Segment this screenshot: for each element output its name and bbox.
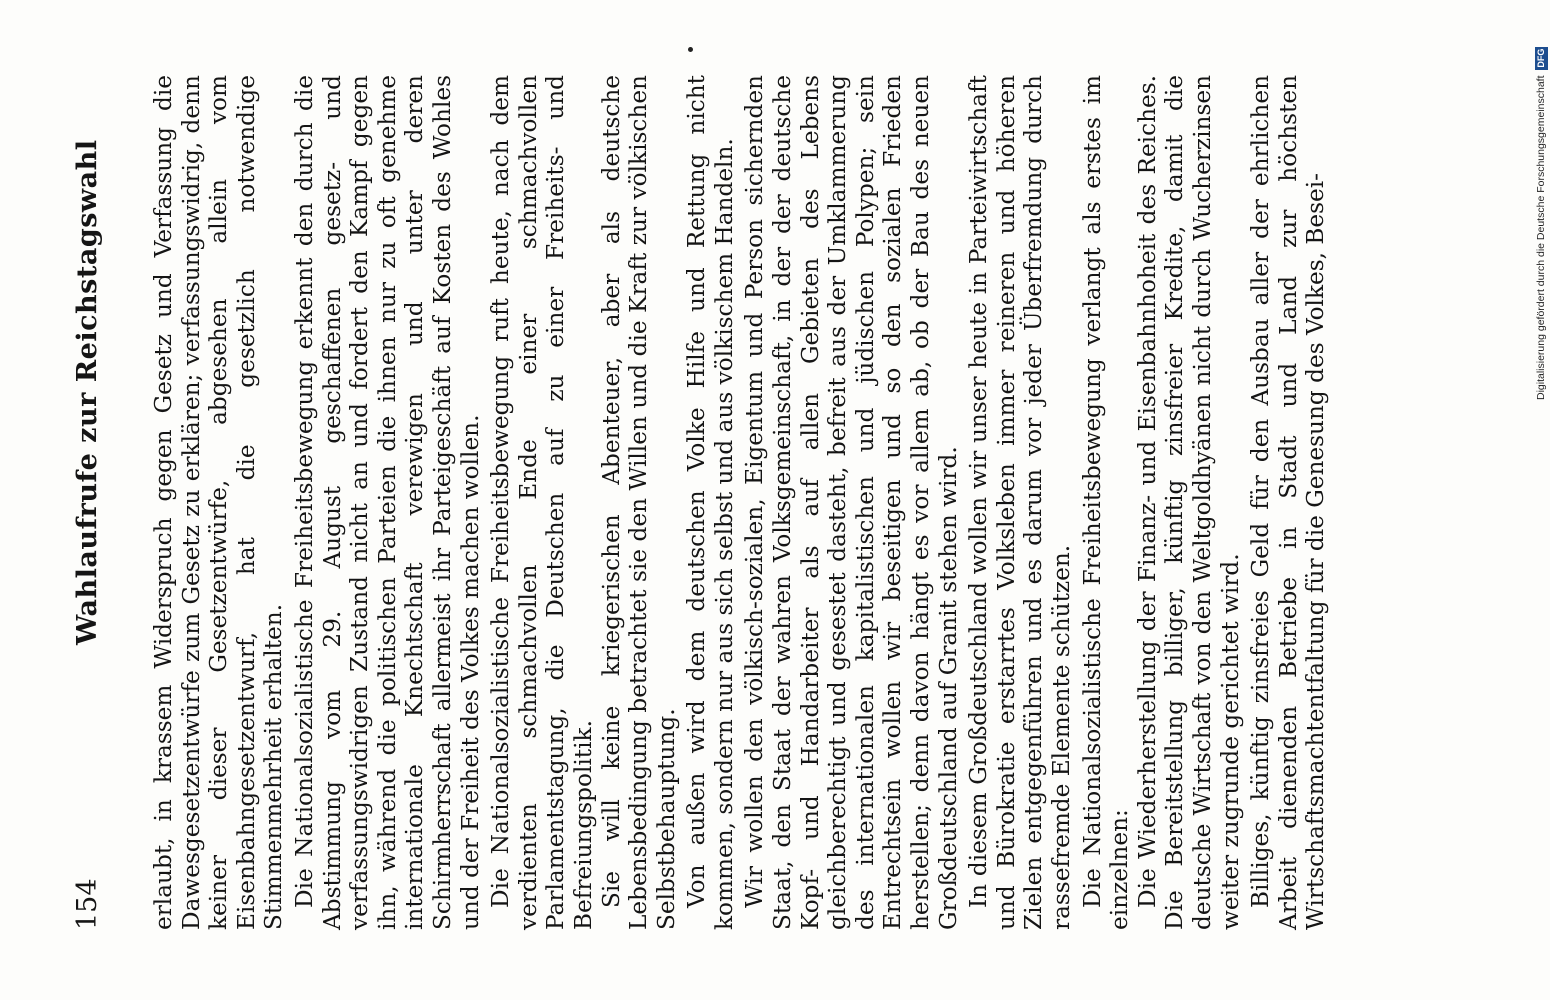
running-title: Wahlaufrufe zur Reichstagswahl — [72, 139, 103, 645]
paragraph: In diesem Großdeutschland wollen wir unser heute in Parteiwirtschaft und Bürokratie erstarrtes Volksleben immer reineren und höheren Zielen entgegenführen und es darum vor jeder Überfremdung durch rassefremde Elemente schützen. — [965, 75, 1075, 930]
digitization-credit — [1528, 10, 1550, 400]
paragraph: Die Nationalsozialistische Freiheitsbewegung verlangt als erstes im einzelnen: — [1078, 75, 1134, 930]
page-number: 154 — [72, 878, 103, 930]
paragraph: Die Wiederherstellung der Finanz- und Eisenbahnhoheit des Reiches. Die Bereitstellung billiger, künftig zinsfreier Kredite, damit die deutsche Wirtschaft von den Weltgoldhyänen nicht durch Wucherzinsen weiter zugrunde gerichtet wird. — [1133, 75, 1244, 930]
dfg-logo: DFG — [1535, 48, 1546, 68]
credit-line — [1532, 10, 1550, 400]
paragraph: Von außen wird dem deutschen Volke Hilfe und Rettung nicht kommen, sondern nur aus sich selbst und aus völkischem Handeln. — [683, 75, 738, 930]
paragraph: erlaubt, in krassem Widerspruch gegen Gesetz und Verfassung die Dawesgesetzentwürfe zum Gesetz zu erklären; verfassungswidrig, denn keiner dieser Gesetzentwürfe, abgesehen allein vom Eisenbahngesetzentwurf, hat die gesetzlich notwendige Stimmenmehrheit erhalten. — [150, 75, 288, 930]
paragraph: Wir wollen den völkisch-sozialen, Eigentum und Person sichernden Staat, den Staat der wahren Volksgemeinschaft, in der der deutsche Kopf- und Handarbeiter als auf allen Gebieten des Lebens gleichberechtigt und gesestet dasteht, befreit aus der Umklammerung des internationalen kapitalistischen und jüdischen Polypen; sein Entrechtsein wollen wir beseitigen und so den sozialen Frieden herstellen; denn davon hängt es vor allem ab, ob der Bau des neuen Großdeutschland auf Granit stehen wird. — [741, 75, 962, 930]
page-header — [72, 80, 112, 930]
paragraph: Sie will keine kriegerischen Abenteuer, aber als deutsche Lebensbedingung betrachtet sie den Willen und die Kraft zur völkischen Selbstbehauptung. — [597, 75, 680, 930]
body-text — [150, 75, 1333, 930]
paragraph: Die Nationalsozialistische Freiheitsbewegung erkennt den durch die Abstimmung vom 29. August geschaffenen gesetz- und verfassungswidrigen Zustand nicht an und fordert den Kampf gegen ihn, während die politischen Parteien die ihnen nur zu oft genehme internationale Knechtschaft verewigen und unter deren Schirmherrschaft allermeist ihr Parteigeschäft auf Kosten des Wohles und der Freiheit des Volkes machen wollen. — [290, 75, 484, 930]
paragraph: Die Nationalsozialistische Freiheitsbewegung ruft heute, nach dem verdienten schmachvollen Ende einer schmachvollen Parlamentstagung, die Deutschen auf zu einer Freiheits- und Befreiungspolitik. — [487, 75, 597, 930]
credit-text: Digitalisierung gefördert durch die Deutsche Forschungsgemeinschaft — [1535, 75, 1547, 400]
print-speck — [688, 47, 693, 52]
paragraph: Billiges, künftig zinsfreies Geld für den Ausbau aller der ehrlichen Arbeit dienenden Betriebe in Stadt und Land zur höchsten Wirtschaftsmachtentfaltung für die Genesung des Volkes, Besei- — [1247, 75, 1330, 930]
